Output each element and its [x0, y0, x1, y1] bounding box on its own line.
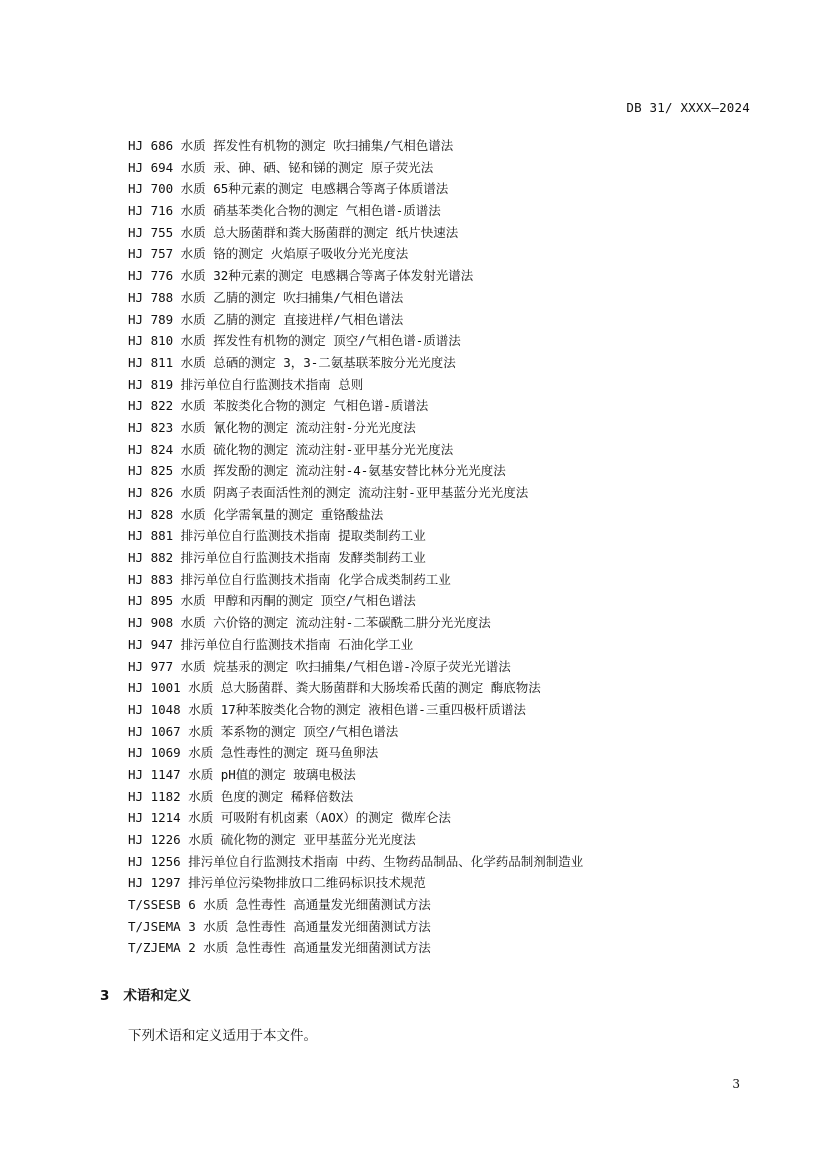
reference-item: HJ 822 水质 苯胺类化合物的测定 气相色谱-质谱法	[128, 398, 429, 414]
reference-item: HJ 755 水质 总大肠菌群和粪大肠菌群的测定 纸片快速法	[128, 224, 459, 240]
reference-item: HJ 789 水质 乙腈的测定 直接进样/气相色谱法	[128, 311, 404, 327]
section-number: 3	[100, 988, 110, 1004]
page-number: 3	[732, 1077, 740, 1091]
reference-item: HJ 694 水质 汞、砷、硒、铋和锑的测定 原子荧光法	[128, 159, 434, 175]
reference-item: HJ 1297 排污单位污染物排放口二维码标识技术规范	[128, 875, 426, 891]
reference-item: HJ 1214 水质 可吸附有机卤素（AOX）的测定 微库仑法	[128, 810, 451, 826]
reference-item: T/SSESB 6 水质 急性毒性 高通量发光细菌测试方法	[128, 897, 431, 913]
reference-item: HJ 1256 排污单位自行监测技术指南 中药、生物药品制品、化学药品制剂制造业	[128, 853, 584, 869]
reference-item: HJ 716 水质 硝基苯类化合物的测定 气相色谱-质谱法	[128, 203, 441, 219]
reference-item: HJ 1048 水质 17种苯胺类化合物的测定 液相色谱-三重四极杆质谱法	[128, 701, 526, 717]
reference-item: HJ 788 水质 乙腈的测定 吹扫捕集/气相色谱法	[128, 289, 404, 305]
reference-item: T/ZJEMA 2 水质 急性毒性 高通量发光细菌测试方法	[128, 940, 431, 956]
section-title: 术语和定义	[123, 988, 191, 1004]
reference-item: HJ 826 水质 阴离子表面活性剂的测定 流动注射-亚甲基蓝分光光度法	[128, 485, 529, 500]
reference-item: HJ 824 水质 硫化物的测定 流动注射-亚甲基分光光度法	[128, 441, 454, 457]
reference-item: HJ 811 水质 总硒的测定 3，3-二氨基联苯胺分光光度法	[128, 354, 456, 370]
reference-item: HJ 1182 水质 色度的测定 稀释倍数法	[128, 788, 354, 804]
reference-item: HJ 882 排污单位自行监测技术指南 发酵类制药工业	[128, 550, 426, 566]
reference-item: HJ 1001 水质 总大肠菌群、粪大肠菌群和大肠埃希氏菌的测定 酶底物法	[128, 680, 541, 696]
reference-item: HJ 895 水质 甲醇和丙酮的测定 顶空/气相色谱法	[128, 593, 416, 609]
document-code-header: DB 31/ XXXX—2024	[626, 100, 750, 115]
reference-item: HJ 1147 水质 pH值的测定 玻璃电极法	[128, 766, 356, 782]
reference-item: HJ 823 水质 氰化物的测定 流动注射-分光光度法	[128, 419, 416, 435]
reference-item: HJ 883 排污单位自行监测技术指南 化学合成类制药工业	[128, 571, 451, 587]
reference-item: T/JSEMA 3 水质 急性毒性 高通量发光细菌测试方法	[128, 918, 431, 934]
section-heading	[100, 984, 191, 1004]
reference-item: HJ 819 排污单位自行监测技术指南 总则	[128, 376, 364, 392]
normative-references-list	[128, 135, 768, 959]
reference-item: HJ 1069 水质 急性毒性的测定 斑马鱼卵法	[128, 745, 379, 761]
reference-item: HJ 700 水质 65种元素的测定 电感耦合等离子体质谱法	[128, 181, 449, 197]
reference-item: HJ 686 水质 挥发性有机物的测定 吹扫捕集/气相色谱法	[128, 138, 454, 153]
reference-item: HJ 1067 水质 苯系物的测定 顶空/气相色谱法	[128, 723, 399, 739]
reference-item: HJ 810 水质 挥发性有机物的测定 顶空/气相色谱-质谱法	[128, 333, 461, 349]
reference-item: HJ 757 水质 铬的测定 火焰原子吸收分光光度法	[128, 246, 409, 262]
reference-item: HJ 828 水质 化学需氧量的测定 重铬酸盐法	[128, 506, 384, 522]
reference-item: HJ 881 排污单位自行监测技术指南 提取类制药工业	[128, 528, 426, 544]
reference-item: HJ 825 水质 挥发酚的测定 流动注射-4-氨基安替比林分光光度法	[128, 463, 506, 479]
reference-item: HJ 977 水质 烷基汞的测定 吹扫捕集/气相色谱-冷原子荧光光谱法	[128, 658, 511, 674]
reference-item: HJ 776 水质 32种元素的测定 电感耦合等离子体发射光谱法	[128, 268, 474, 284]
reference-item: HJ 947 排污单位自行监测技术指南 石油化学工业	[128, 636, 414, 652]
reference-item: HJ 908 水质 六价铬的测定 流动注射-二苯碳酰二肼分光光度法	[128, 615, 491, 631]
body-paragraph: 下列术语和定义适用于本文件。	[128, 1028, 317, 1044]
reference-item: HJ 1226 水质 硫化物的测定 亚甲基蓝分光光度法	[128, 832, 416, 847]
